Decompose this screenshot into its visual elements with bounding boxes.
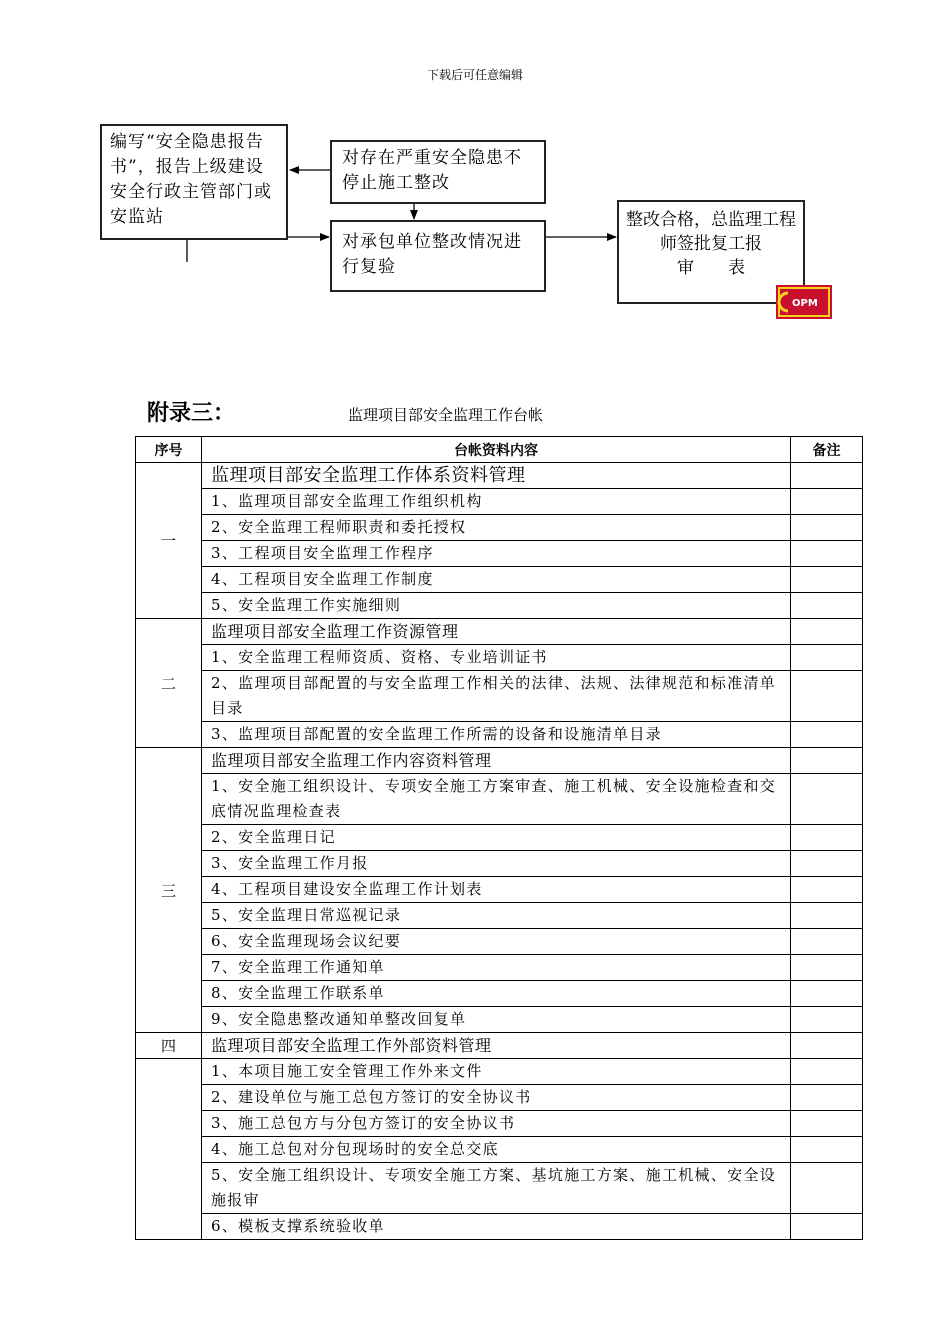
section-title: 监理项目部安全监理工作内容资料管理 — [202, 748, 791, 774]
table-row-item: 3、安全监理工作月报 — [202, 851, 791, 877]
remark-cell — [791, 463, 863, 489]
table-row-item: 3、工程项目安全监理工作程序 — [202, 541, 791, 567]
header-remark: 备注 — [791, 437, 863, 463]
svg-text:OPM: OPM — [792, 298, 818, 309]
remark-cell — [791, 851, 863, 877]
table-row-item: 5、安全施工组织设计、专项安全施工方案、基坑施工方案、施工机械、安全设施报审 — [202, 1163, 791, 1214]
table-row-item: 8、安全监理工作联系单 — [202, 981, 791, 1007]
table-row-item: 3、施工总包方与分包方签订的安全协议书 — [202, 1111, 791, 1137]
remark-cell — [791, 929, 863, 955]
remark-cell — [791, 1111, 863, 1137]
header-seq: 序号 — [136, 437, 202, 463]
approval-line-2: 审 表 — [677, 258, 745, 278]
remark-cell — [791, 877, 863, 903]
table-row-item: 1、本项目施工安全管理工作外来文件 — [202, 1059, 791, 1085]
flow-box-recheck: 对承包单位整改情况进行复验 — [330, 220, 546, 292]
seq-blank-cell — [136, 1059, 202, 1240]
remark-cell — [791, 1163, 863, 1214]
table-row-item: 2、安全监理工程师职责和委托授权 — [202, 515, 791, 541]
remark-cell — [791, 671, 863, 722]
ledger-title: 监理项目部安全监理工作台帐 — [348, 406, 544, 424]
table-row-item: 2、安全监理日记 — [202, 825, 791, 851]
table-row-item: 2、建设单位与施工总包方签订的安全协议书 — [202, 1085, 791, 1111]
table-row-item: 6、安全监理现场会议纪要 — [202, 929, 791, 955]
remark-cell — [791, 489, 863, 515]
table-row-item: 2、监理项目部配置的与安全监理工作相关的法律、法规、法律规范和标准清单目录 — [202, 671, 791, 722]
remark-cell — [791, 748, 863, 774]
section-seq: 一 — [136, 463, 202, 619]
approval-line-1: 整改合格，总监理工程师签批复工报 — [626, 210, 796, 254]
section-title: 监理项目部安全监理工作资源管理 — [202, 619, 791, 645]
remark-cell — [791, 645, 863, 671]
table-row-item: 6、模板支撑系统验收单 — [202, 1214, 791, 1240]
table-row-item: 1、安全监理工程师资质、资格、专业培训证书 — [202, 645, 791, 671]
remark-cell — [791, 515, 863, 541]
header-content: 台帐资料内容 — [202, 437, 791, 463]
remark-cell — [791, 619, 863, 645]
header-note: 下载后可任意编辑 — [426, 68, 523, 82]
table-row-item: 9、安全隐患整改通知单整改回复单 — [202, 1007, 791, 1033]
remark-cell — [791, 1137, 863, 1163]
remark-cell — [791, 1033, 863, 1059]
remark-cell — [791, 541, 863, 567]
table-row-item: 1、安全施工组织设计、专项安全施工方案审查、施工机械、安全设施检查和交底情况监理检查表 — [202, 774, 791, 825]
remark-cell — [791, 1007, 863, 1033]
ledger-table — [135, 436, 863, 1240]
appendix-title: 附录三： — [147, 401, 236, 426]
section-seq: 四 — [136, 1033, 202, 1059]
table-row-item: 5、安全监理工作实施细则 — [202, 593, 791, 619]
section-seq: 二 — [136, 619, 202, 748]
remark-cell — [791, 593, 863, 619]
remark-cell — [791, 825, 863, 851]
remark-cell — [791, 774, 863, 825]
remark-cell — [791, 1085, 863, 1111]
table-row-item: 4、工程项目建设安全监理工作计划表 — [202, 877, 791, 903]
table-row-item: 3、监理项目部配置的安全监理工作所需的设备和设施清单目录 — [202, 722, 791, 748]
opm-logo — [776, 285, 832, 319]
flow-box-report: 编写“安全隐患报告书”，报告上级建设安全行政主管部门或安监站 — [100, 124, 288, 240]
section-title: 监理项目部安全监理工作外部资料管理 — [202, 1033, 791, 1059]
remark-cell — [791, 955, 863, 981]
remark-cell — [791, 567, 863, 593]
table-row-item: 5、安全监理日常巡视记录 — [202, 903, 791, 929]
table-row-item: 4、工程项目安全监理工作制度 — [202, 567, 791, 593]
remark-cell — [791, 1214, 863, 1240]
remark-cell — [791, 981, 863, 1007]
section-title: 监理项目部安全监理工作体系资料管理 — [202, 463, 791, 489]
remark-cell — [791, 722, 863, 748]
flow-box-stop-work: 对存在严重安全隐患不停止施工整改 — [330, 140, 546, 204]
table-row-item: 4、施工总包对分包现场时的安全总交底 — [202, 1137, 791, 1163]
section-seq: 三 — [136, 748, 202, 1033]
remark-cell — [791, 1059, 863, 1085]
table-row-item: 7、安全监理工作通知单 — [202, 955, 791, 981]
table-row-item: 1、监理项目部安全监理工作组织机构 — [202, 489, 791, 515]
remark-cell — [791, 903, 863, 929]
